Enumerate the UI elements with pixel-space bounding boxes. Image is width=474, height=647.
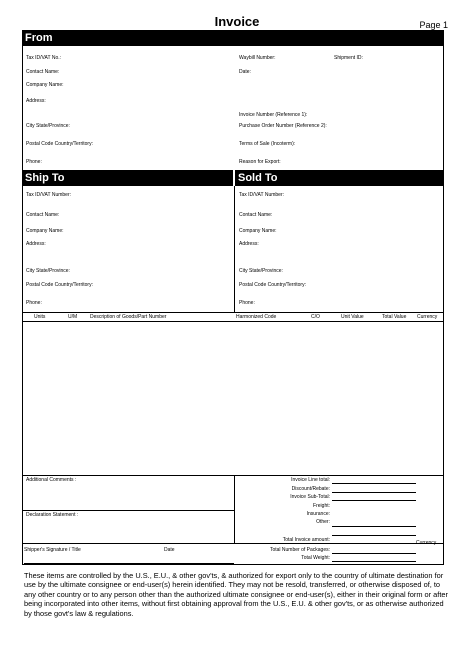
col-description: Description of Goods/Part Number bbox=[90, 314, 167, 320]
additional-comments-label: Additional Comments : bbox=[26, 477, 77, 483]
ship-phone-label: Phone: bbox=[26, 300, 42, 306]
from-company-label: Company Name: bbox=[26, 82, 64, 88]
discount-label: Discount/Rebate: bbox=[291, 486, 330, 492]
col-um: U/M bbox=[68, 314, 78, 320]
items-header-rule bbox=[22, 321, 444, 322]
comments-rule bbox=[22, 510, 234, 511]
from-tax-id-label: Tax ID/VAT No.: bbox=[26, 55, 62, 61]
insurance-label: Insurance: bbox=[306, 511, 330, 517]
ship-postal-label: Postal Code Country/Territory: bbox=[26, 282, 93, 288]
other-label: Other: bbox=[316, 519, 330, 525]
sold-city-label: City State/Province: bbox=[239, 268, 283, 274]
items-bottom-rule bbox=[22, 475, 444, 476]
from-city-label: City State/Province: bbox=[26, 123, 70, 129]
reason-export-label: Reason for Export: bbox=[239, 159, 281, 165]
col-currency: Currency bbox=[417, 314, 438, 320]
total-amount-field[interactable] bbox=[332, 535, 416, 536]
line-total-field[interactable] bbox=[332, 483, 416, 484]
from-contact-label: Contact Name: bbox=[26, 69, 60, 75]
shipper-signature-label: Shipper's Signature / Title bbox=[24, 547, 81, 553]
sold-phone-label: Phone: bbox=[239, 300, 255, 306]
from-address-label: Address: bbox=[26, 98, 46, 104]
col-units: Units bbox=[34, 314, 46, 320]
col-co: C/O bbox=[311, 314, 320, 320]
ship-city-label: City State/Province: bbox=[26, 268, 70, 274]
invoice-form bbox=[22, 30, 444, 565]
from-heading: From bbox=[22, 30, 444, 46]
sold-to-heading: Sold To bbox=[235, 170, 444, 186]
sold-company-label: Company Name: bbox=[239, 228, 277, 234]
declaration-label: Declaration Statement : bbox=[26, 512, 79, 518]
sold-postal-label: Postal Code Country/Territory: bbox=[239, 282, 306, 288]
page-number: Page 1 bbox=[419, 20, 448, 30]
po-number-label: Purchase Order Number (Reference 2): bbox=[239, 123, 327, 129]
sold-tax-id-label: Tax ID/VAT Number: bbox=[239, 192, 285, 198]
col-unit-value: Unit Value bbox=[341, 314, 364, 320]
line-total-label: Invoice Line total: bbox=[291, 477, 330, 483]
sold-contact-label: Contact Name: bbox=[239, 212, 273, 218]
totals-bottom-rule bbox=[22, 543, 444, 544]
export-control-statement: These items are controlled by the U.S., E.U., & other gov'ts, & authorized for export only to the country of ultimate destination for use by the ultimate consignee or end-user(s) herein identified. They may not be resold, transferred, or otherwise disposed of, to any other country or to any person other than the authorized ultimate consignee or end-user(s), either in their original form or after being incorporated into other items, without first obtaining approval from the U.S., E.U. & other gov'ts, or as otherwise authorized by those govt's law & regulations. bbox=[24, 571, 448, 618]
discount-field[interactable] bbox=[332, 492, 416, 493]
sold-address-label: Address: bbox=[239, 241, 259, 247]
ship-tax-id-label: Tax ID/VAT Number: bbox=[26, 192, 72, 198]
invoice-number-label: Invoice Number (Reference 1): bbox=[239, 112, 308, 118]
items-top-rule bbox=[22, 312, 444, 313]
total-packages-label: Total Number of Packages: bbox=[269, 547, 330, 553]
ship-to-heading: Ship To bbox=[22, 170, 233, 186]
from-phone-label: Phone: bbox=[26, 159, 42, 165]
freight-label: Freight: bbox=[313, 503, 330, 509]
from-postal-label: Postal Code Country/Territory: bbox=[26, 141, 93, 147]
total-packages-field[interactable] bbox=[332, 553, 416, 554]
total-weight-field[interactable] bbox=[332, 561, 416, 562]
signature-line[interactable] bbox=[24, 563, 234, 564]
shipment-id-label: Shipment ID: bbox=[334, 55, 363, 61]
other-field[interactable] bbox=[332, 526, 416, 527]
col-harmonized-code: Harmonized Code bbox=[236, 314, 277, 320]
total-weight-label: Total Weight: bbox=[301, 555, 330, 561]
terms-of-sale-label: Terms of Sale (Incoterm): bbox=[239, 141, 296, 147]
ship-contact-label: Contact Name: bbox=[26, 212, 60, 218]
ship-company-label: Company Name: bbox=[26, 228, 64, 234]
ship-sold-divider bbox=[234, 186, 235, 312]
waybill-label: Waybill Number: bbox=[239, 55, 276, 61]
bottom-divider bbox=[234, 475, 235, 543]
ship-address-label: Address: bbox=[26, 241, 46, 247]
invoice-title: Invoice bbox=[214, 14, 260, 29]
subtotal-field[interactable] bbox=[332, 500, 416, 501]
date-label: Date: bbox=[239, 69, 251, 75]
col-total-value: Total Value bbox=[382, 314, 407, 320]
signature-date-label: Date bbox=[164, 547, 175, 553]
total-amount-label: Total Invoice amount: bbox=[282, 537, 330, 543]
subtotal-label: Invoice Sub-Total: bbox=[290, 494, 330, 500]
